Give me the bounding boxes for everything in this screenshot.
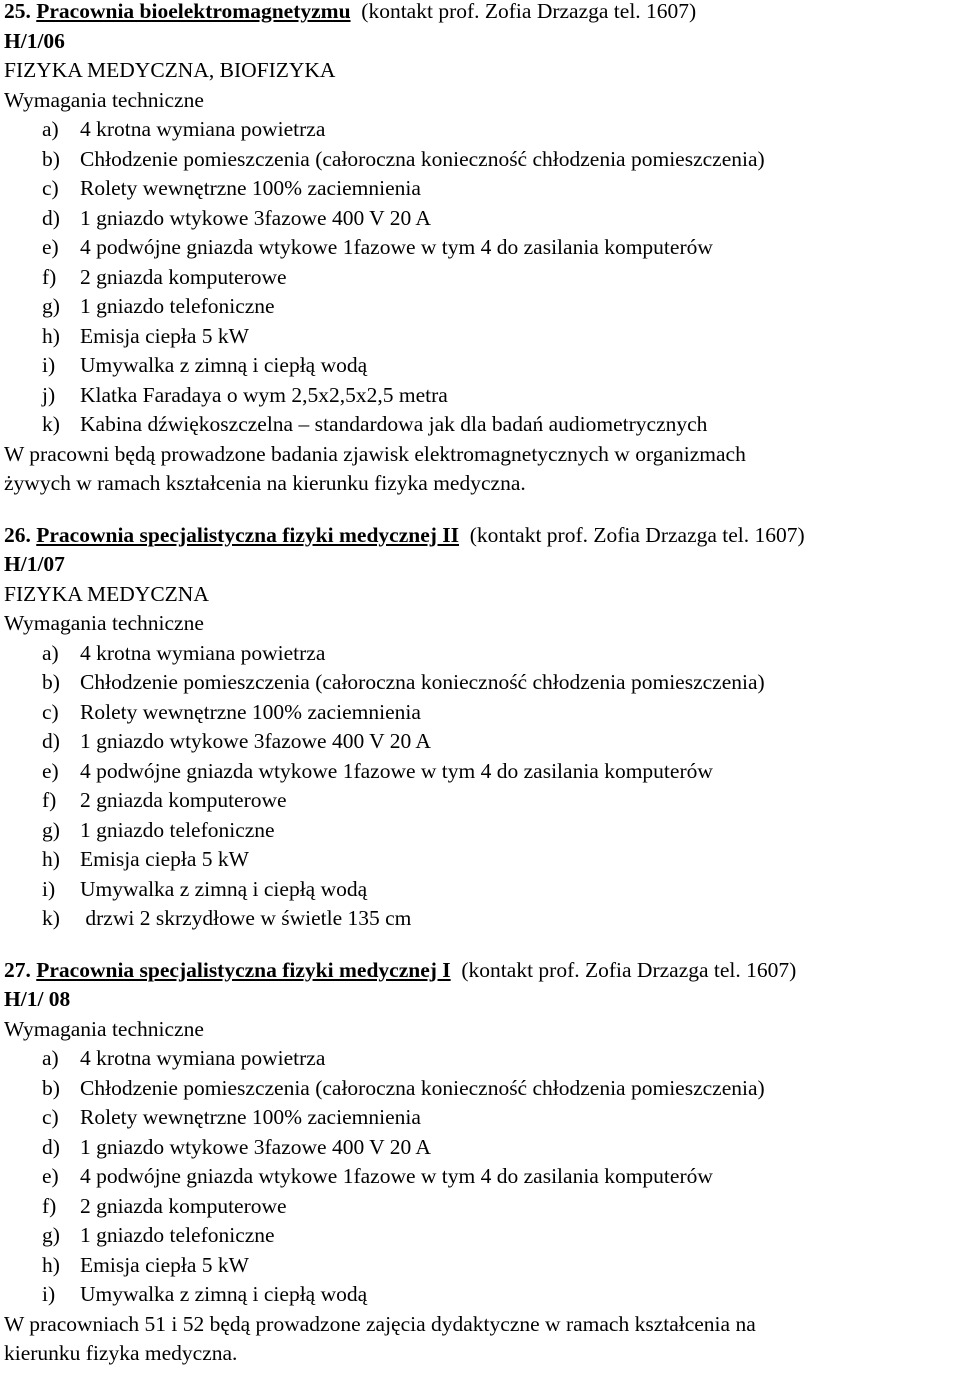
item-label: c) (42, 699, 59, 724)
section-note: żywych w ramach kształcenia na kierunku fizyka medyczna. (4, 471, 526, 495)
list-item (4, 233, 960, 263)
item-label: k) (42, 412, 60, 436)
item-label: d) (42, 729, 60, 753)
list-item (4, 1251, 960, 1281)
item-label: a) (42, 1046, 59, 1070)
item-text: 4 podwójne gniazda wtykowe 1fazowe w tym 4 do zasilania komputerów (80, 758, 713, 783)
item-text: 2 gniazda komputerowe (80, 1193, 287, 1218)
item-label: g) (42, 1223, 60, 1247)
section-27 (4, 956, 960, 1369)
document-page (4, 0, 960, 1369)
item-text: 2 gniazda komputerowe (80, 264, 287, 289)
item-label: d) (42, 205, 60, 230)
item-text: 4 krotna wymiana powietrza (80, 640, 326, 665)
list-item (4, 1221, 960, 1251)
item-text: Rolety wewnętrzne 100% zaciemnienia (80, 699, 421, 724)
item-text: Chłodzenie pomieszczenia (całoroczna konieczność chłodzenia pomieszczenia) (80, 670, 765, 694)
item-label: c) (42, 176, 59, 200)
list-item (4, 639, 960, 669)
item-label: i) (42, 1282, 56, 1306)
item-label: f) (42, 788, 57, 812)
list-item (4, 1074, 960, 1104)
list-item (4, 698, 960, 728)
list-item (4, 845, 960, 875)
section-number: 25. (4, 0, 31, 23)
item-label: h) (42, 323, 60, 348)
section-title: Pracownia bioelektromagnetyzmu (36, 0, 351, 23)
section-26 (4, 521, 960, 934)
item-text: Klatka Faradaya o wym 2,5x2,5x2,5 metra (80, 382, 448, 407)
item-text: 1 gniazdo wtykowe 3fazowe 400 V 20 A (80, 1134, 431, 1159)
list-item (4, 875, 960, 905)
item-label: e) (42, 758, 59, 783)
section-note: kierunku fizyka medyczna. (4, 1341, 238, 1365)
item-text: 4 podwójne gniazda wtykowe 1fazowe w tym 4 do zasilania komputerów (80, 1164, 713, 1188)
list-item (4, 727, 960, 757)
item-text: Umywalka z zimną i ciepłą wodą (80, 1282, 368, 1306)
item-text: Emisja ciepła 5 kW (80, 323, 249, 348)
requirements-heading: Wymagania techniczne (4, 1016, 204, 1041)
item-label: e) (42, 1164, 59, 1188)
item-text: 1 gniazdo wtykowe 3fazowe 400 V 20 A (80, 729, 431, 753)
item-label: c) (42, 1105, 59, 1129)
room-code: H/1/ 08 (4, 987, 71, 1011)
item-text: 2 gniazda komputerowe (80, 788, 287, 812)
list-item (4, 1103, 960, 1133)
item-label: i) (42, 876, 56, 901)
field-name: FIZYKA MEDYCZNA, BIOFIZYKA (4, 58, 336, 82)
item-label: h) (42, 1252, 60, 1277)
item-text: drzwi 2 skrzydłowe w świetle 135 cm (80, 906, 412, 930)
list-item (4, 204, 960, 234)
list-item (4, 410, 960, 440)
item-label: a) (42, 640, 59, 665)
item-text: Kabina dźwiękoszczelna – standardowa jak dla badań audiometrycznych (80, 412, 708, 436)
item-label: a) (42, 117, 59, 141)
item-text: Rolety wewnętrzne 100% zaciemnienia (80, 176, 421, 200)
list-item (4, 174, 960, 204)
list-item (4, 786, 960, 816)
requirements-heading: Wymagania techniczne (4, 87, 204, 112)
item-text: 4 podwójne gniazda wtykowe 1fazowe w tym 4 do zasilania komputerów (80, 235, 713, 259)
item-label: k) (42, 906, 60, 930)
section-contact: (kontakt prof. Zofia Drzazga tel. 1607) (361, 0, 697, 23)
section-heading (4, 0, 960, 27)
list-item (4, 292, 960, 322)
item-text: Umywalka z zimną i ciepłą wodą (80, 353, 368, 377)
item-text: Chłodzenie pomieszczenia (całoroczna konieczność chłodzenia pomieszczenia) (80, 1075, 765, 1100)
item-text: Umywalka z zimną i ciepłą wodą (80, 876, 368, 901)
section-heading (4, 956, 960, 986)
item-text: 4 krotna wymiana powietrza (80, 117, 326, 141)
item-text: Emisja ciepła 5 kW (80, 847, 249, 871)
list-item (4, 1133, 960, 1163)
item-text: Chłodzenie pomieszczenia (całoroczna konieczność chłodzenia pomieszczenia) (80, 146, 765, 171)
section-title: Pracownia specjalistyczna fizyki medycznej II (36, 522, 460, 547)
list-item (4, 757, 960, 787)
item-label: g) (42, 294, 60, 318)
item-text: 4 krotna wymiana powietrza (80, 1046, 326, 1070)
item-label: i) (42, 353, 56, 377)
list-item (4, 1192, 960, 1222)
section-title: Pracownia specjalistyczna fizyki medycznej I (36, 957, 451, 982)
item-text: 1 gniazdo telefoniczne (80, 294, 275, 318)
list-item (4, 263, 960, 293)
section-number: 26. (4, 522, 31, 547)
section-contact: (kontakt prof. Zofia Drzazga tel. 1607) (469, 522, 805, 547)
list-item (4, 904, 960, 934)
list-item (4, 115, 960, 145)
section-contact: (kontakt prof. Zofia Drzazga tel. 1607) (461, 957, 797, 982)
list-item (4, 1162, 960, 1192)
item-label: g) (42, 817, 60, 842)
item-label: h) (42, 847, 60, 871)
item-label: b) (42, 670, 60, 694)
item-label: b) (42, 146, 60, 171)
requirements-heading: Wymagania techniczne (4, 611, 204, 635)
list-item (4, 816, 960, 846)
item-text: 1 gniazdo telefoniczne (80, 817, 275, 842)
list-item (4, 668, 960, 698)
item-label: d) (42, 1134, 60, 1159)
section-note: W pracowniach 51 i 52 będą prowadzone zajęcia dydaktyczne w ramach kształcenia na (4, 1311, 756, 1336)
section-note: W pracowni będą prowadzone badania zjawisk elektromagnetycznych w organizmach (4, 441, 746, 466)
list-item (4, 145, 960, 175)
section-heading (4, 521, 960, 551)
item-text: 1 gniazdo telefoniczne (80, 1223, 275, 1247)
list-item (4, 381, 960, 411)
list-item (4, 1044, 960, 1074)
list-item (4, 351, 960, 381)
item-text: Rolety wewnętrzne 100% zaciemnienia (80, 1105, 421, 1129)
item-label: j) (42, 382, 56, 407)
item-label: e) (42, 235, 59, 259)
section-number: 27. (4, 957, 31, 982)
item-text: 1 gniazdo wtykowe 3fazowe 400 V 20 A (80, 205, 431, 230)
room-code: H/1/06 (4, 28, 65, 53)
item-text: Emisja ciepła 5 kW (80, 1252, 249, 1277)
field-name: FIZYKA MEDYCZNA (4, 581, 209, 606)
room-code: H/1/07 (4, 552, 65, 576)
item-label: f) (42, 1193, 57, 1218)
item-label: b) (42, 1075, 60, 1100)
item-label: f) (42, 264, 57, 289)
section-25 (4, 0, 960, 499)
list-item (4, 1280, 960, 1310)
list-item (4, 322, 960, 352)
